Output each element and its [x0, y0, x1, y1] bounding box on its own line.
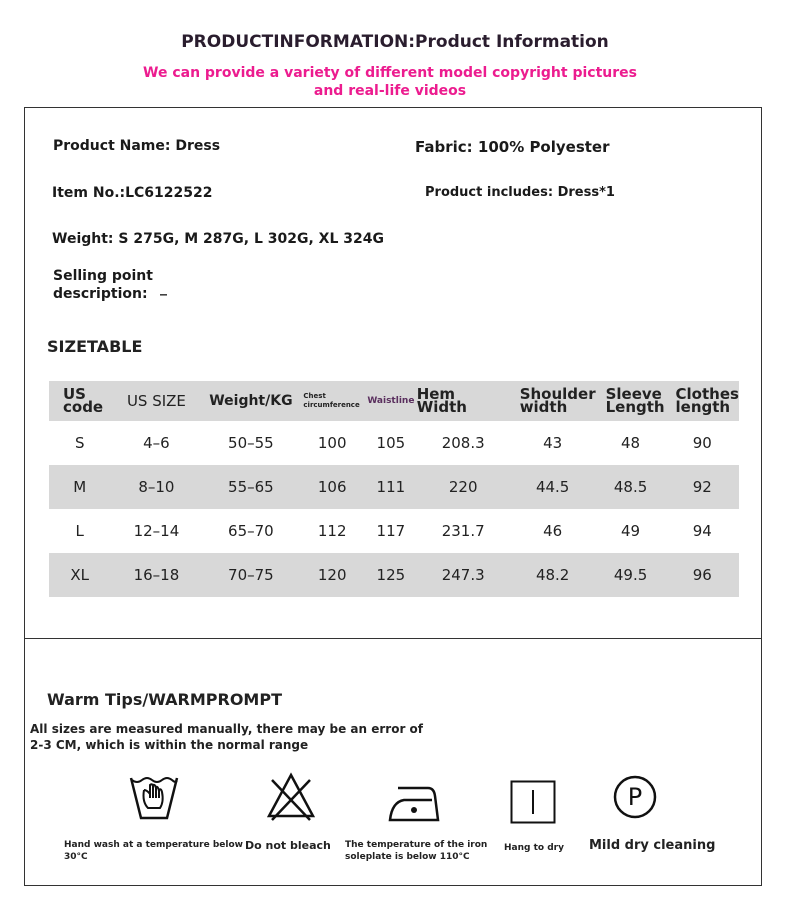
cell: L — [75, 522, 84, 540]
cell: 90 — [692, 434, 712, 452]
size-row — [49, 465, 739, 509]
cell: 92 — [666, 465, 739, 509]
cell: 106 — [299, 465, 365, 509]
header-hem-width: Hem Width — [417, 381, 510, 421]
dry-clean-label: Mild dry cleaning — [589, 838, 716, 853]
cell: 120 — [299, 553, 365, 597]
cell: 231.7 — [441, 522, 485, 540]
cell: 70–75 — [202, 553, 299, 597]
hang-dry-icon — [510, 780, 556, 828]
size-row — [49, 421, 739, 465]
item-number: Item No.:LC6122522 — [52, 185, 213, 201]
cell: 46 — [543, 522, 563, 540]
selling-point-value: _ — [160, 280, 167, 296]
cell: 100 — [317, 434, 347, 452]
cell: 48.5 — [596, 465, 666, 509]
cell: 49.5 — [596, 553, 666, 597]
weight-info: Weight: S 275G, M 287G, L 302G, XL 324G — [52, 231, 384, 247]
fabric: Fabric: 100% Polyester — [415, 138, 610, 156]
page-subtitle: We can provide a variety of different model copyright pictures and real-life videos — [143, 65, 637, 99]
cell: 94 — [692, 522, 712, 540]
hang-dry-label: Hang to dry — [504, 843, 564, 853]
do-not-bleach-label: Do not bleach — [245, 839, 331, 852]
dry-clean-icon — [612, 774, 658, 824]
page-title: PRODUCTINFORMATION:Product Information — [181, 32, 609, 52]
section-divider — [25, 638, 762, 639]
size-row — [49, 509, 739, 553]
cell: 44.5 — [510, 465, 596, 509]
header-chest: Chest circumference — [299, 381, 365, 421]
size-row — [49, 553, 739, 597]
cell: 112 — [317, 522, 347, 540]
cell: 50–55 — [228, 434, 274, 452]
cell: 208.3 — [441, 434, 485, 452]
selling-point-label: Selling point description: — [53, 268, 153, 302]
product-name: Product Name: Dress — [53, 138, 221, 154]
product-includes: Product includes: Dress*1 — [425, 185, 615, 200]
header-us-size: US SIZE — [110, 381, 202, 421]
cell: 105 — [376, 434, 406, 452]
cell: 111 — [365, 465, 417, 509]
header-weight: Weight/KG — [202, 381, 299, 421]
size-table-title: SIZETABLE — [47, 337, 143, 356]
cell: 247.3 — [417, 553, 510, 597]
size-table — [49, 381, 739, 597]
warm-tips-text: All sizes are measured manually, there may be an error of 2-3 CM, which is within the normal range — [30, 722, 423, 752]
cell: 48 — [621, 434, 641, 452]
header-sleeve: Sleeve Length — [596, 381, 666, 421]
cell: 125 — [365, 553, 417, 597]
cell: XL — [49, 553, 110, 597]
cell: 43 — [543, 434, 563, 452]
cell: 49 — [621, 522, 641, 540]
iron-low-icon — [388, 782, 442, 828]
cell: S — [74, 434, 85, 452]
hand-wash-label: Hand wash at a temperature below 30°C — [64, 840, 243, 862]
header-shoulder: Shoulder width — [510, 381, 596, 421]
cell: 220 — [417, 465, 510, 509]
header-clothes-length: Clothes length — [666, 381, 739, 421]
cell: 12–14 — [133, 522, 180, 540]
cell: 65–70 — [228, 522, 274, 540]
iron-low-label: The temperature of the iron soleplate is below 110°C — [345, 840, 488, 862]
cell: 8–10 — [110, 465, 202, 509]
cell: M — [49, 465, 110, 509]
cell: 48.2 — [510, 553, 596, 597]
cell: 4–6 — [143, 434, 170, 452]
do-not-bleach-icon — [266, 772, 316, 826]
cell: 96 — [666, 553, 739, 597]
svg-text:P: P — [627, 783, 643, 811]
header-waistline: Waistline — [365, 381, 417, 421]
warm-tips-title: Warm Tips/WARMPROMPT — [47, 690, 282, 709]
size-table-header — [49, 381, 739, 421]
cell: 55–65 — [202, 465, 299, 509]
hand-wash-icon — [128, 774, 180, 828]
cell: 117 — [376, 522, 406, 540]
header-us-code: US code — [49, 381, 110, 421]
cell: 16–18 — [110, 553, 202, 597]
